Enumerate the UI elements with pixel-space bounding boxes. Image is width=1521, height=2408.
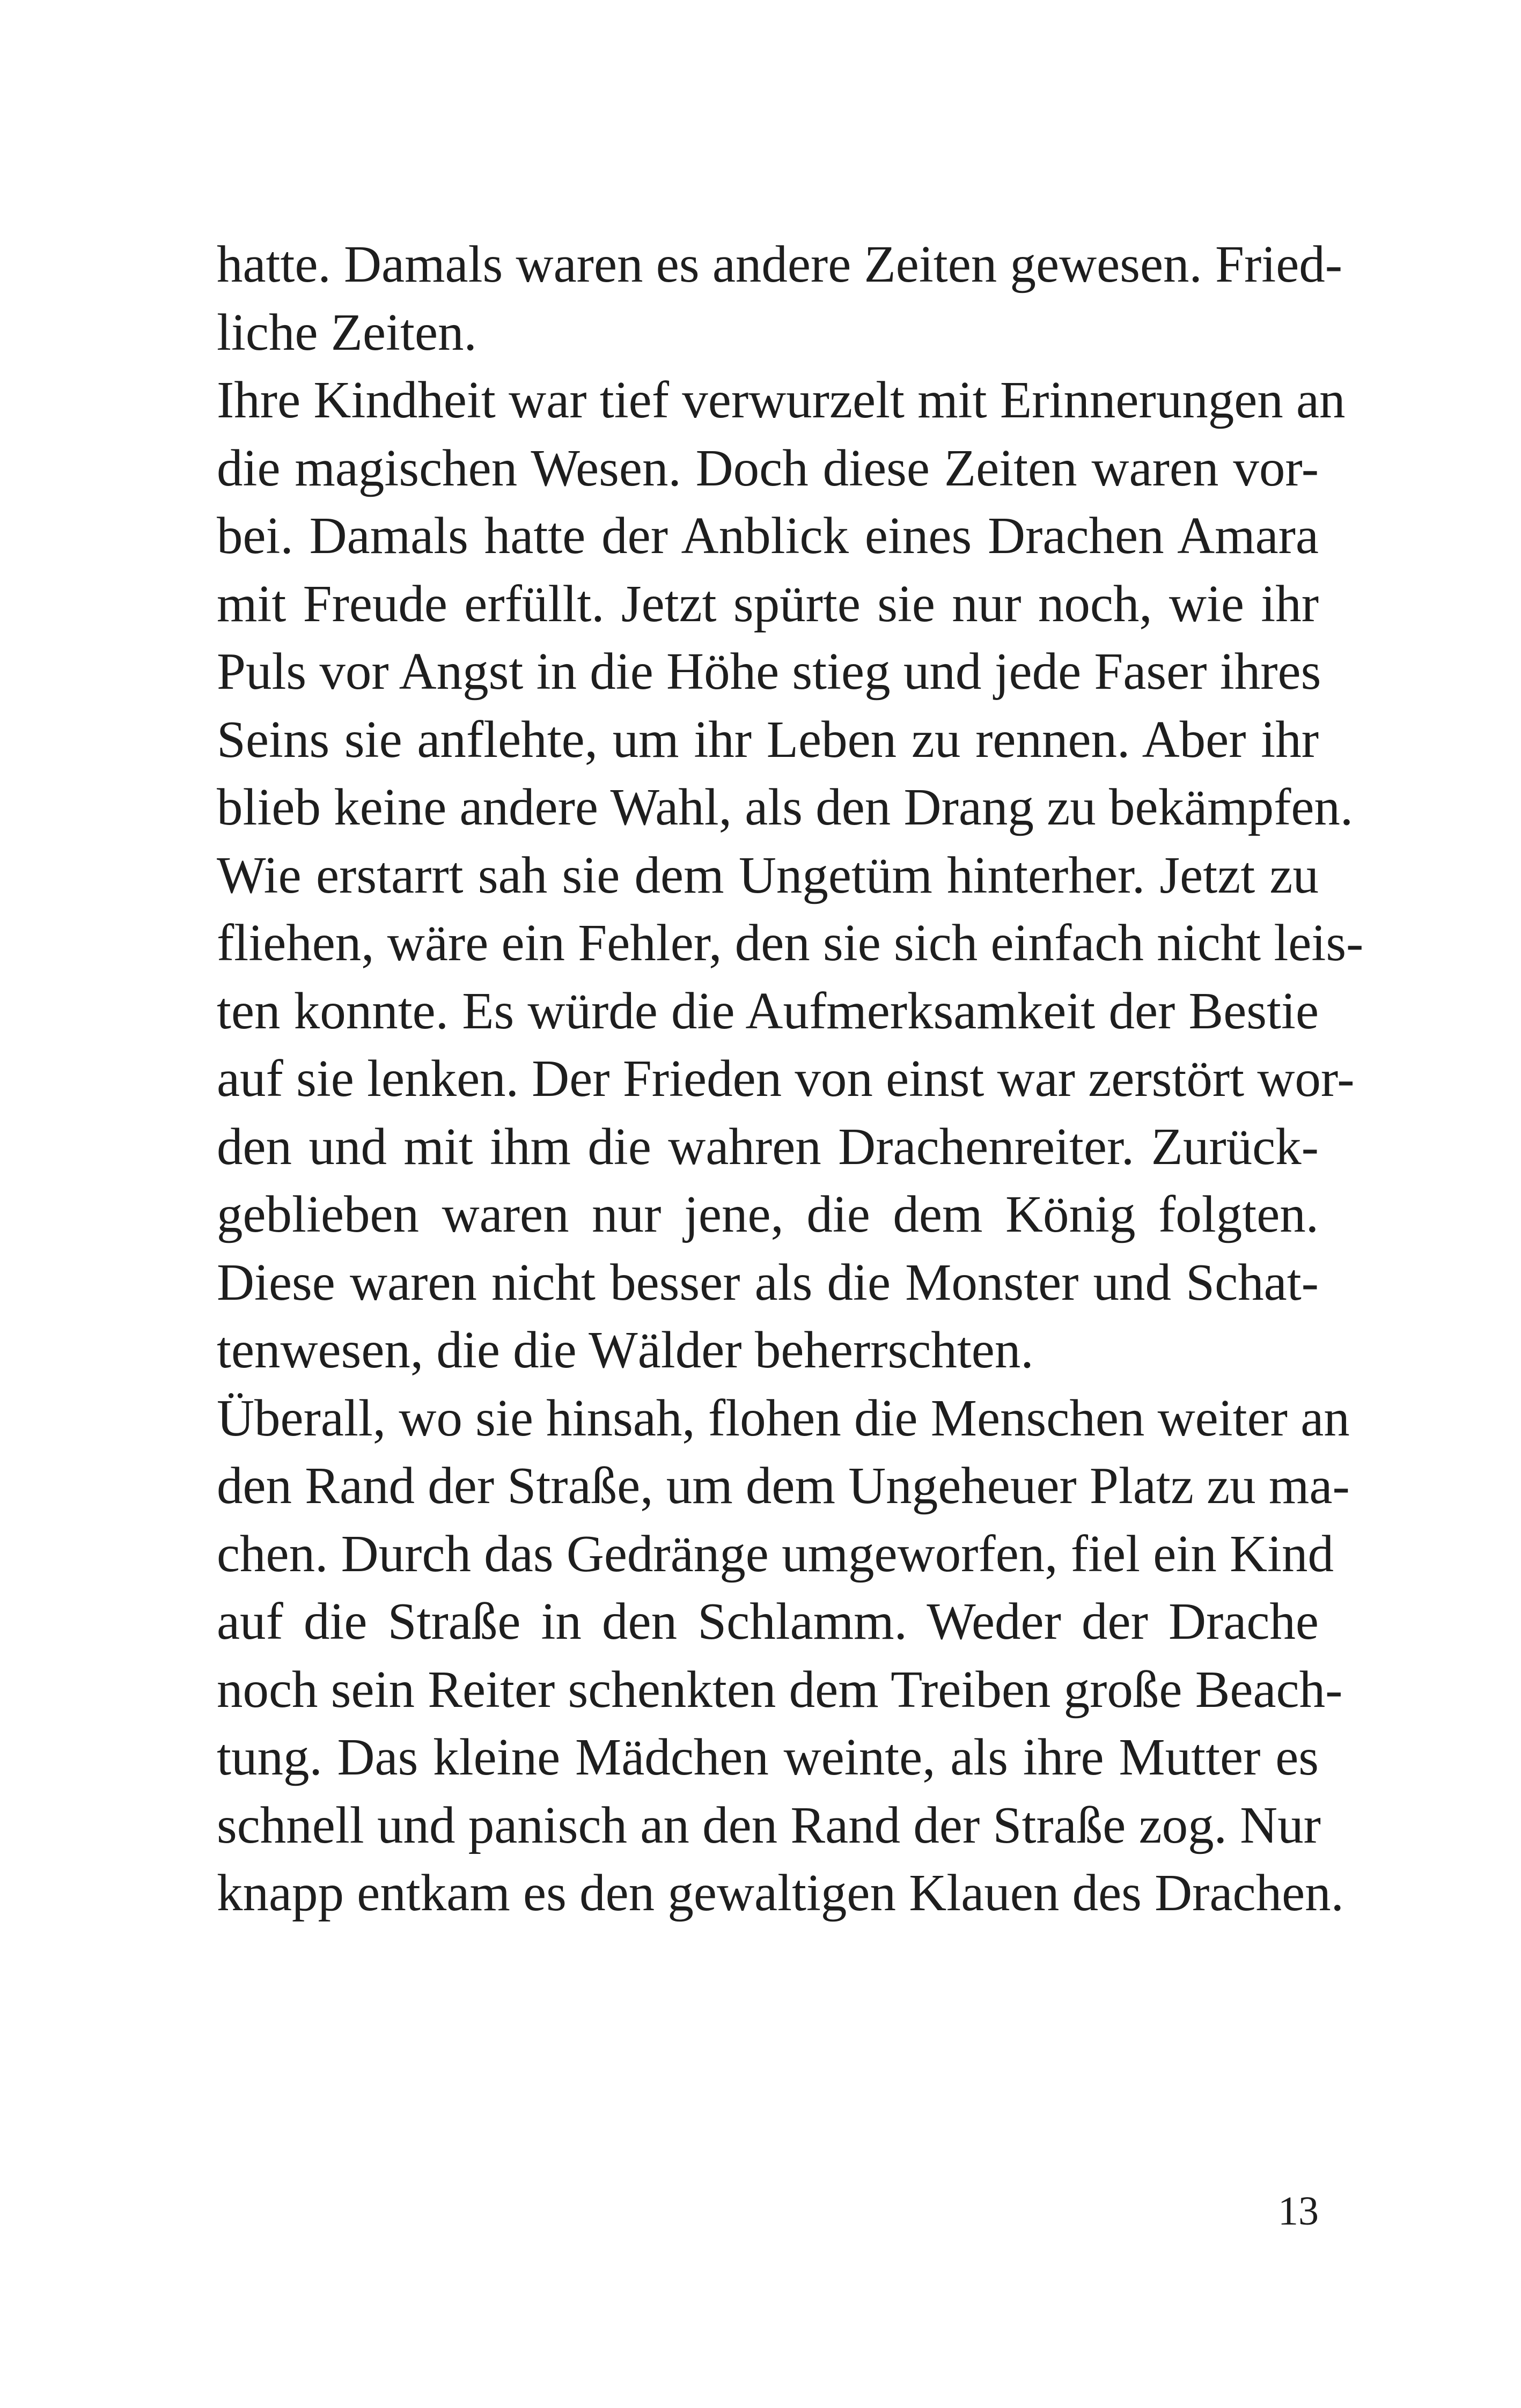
text-line: auf die Straße in den Schlamm. Weder der Drache: [217, 1593, 1319, 1650]
text-line: geblieben waren nur jene, die dem König folgten.: [217, 1185, 1319, 1243]
text-line: liche Zeiten.: [217, 303, 477, 361]
text-line: Wie erstarrt sah sie dem Ungetüm hinterher. Jetzt zu: [217, 846, 1319, 904]
text-line: blieb keine andere Wahl, als den Drang zu bekämpfen.: [217, 778, 1354, 836]
text-line: tung. Das kleine Mädchen weinte, als ihre Mutter es: [217, 1728, 1319, 1786]
text-line: den und mit ihm die wahren Drachenreiter. Zurück-: [217, 1117, 1319, 1175]
text-line: auf sie lenken. Der Frieden von einst war zerstört wor-: [217, 1050, 1355, 1107]
text-line: noch sein Reiter schenkten dem Treiben große Beach-: [217, 1660, 1343, 1718]
text-line: chen. Durch das Gedränge umgeworfen, fiel ein Kind: [217, 1525, 1334, 1582]
page-number: 13: [1278, 2189, 1319, 2234]
text-line: Überall, wo sie hinsah, flohen die Menschen weiter an: [217, 1389, 1350, 1447]
text-line: mit Freude erfüllt. Jetzt spürte sie nur noch, wie ihr: [217, 575, 1319, 632]
text-line: ten konnte. Es würde die Aufmerksamkeit der Bestie: [217, 982, 1319, 1040]
text-line: fliehen, wäre ein Fehler, den sie sich einfach nicht leis-: [217, 914, 1364, 971]
text-line: die magischen Wesen. Doch diese Zeiten waren vor-: [217, 439, 1319, 497]
text-line: Ihre Kindheit war tief verwurzelt mit Erinnerungen an: [217, 371, 1346, 429]
text-line: Seins sie anflehte, um ihr Leben zu rennen. Aber ihr: [217, 710, 1319, 768]
text-line: Puls vor Angst in die Höhe stieg und jede Faser ihres: [217, 643, 1321, 700]
text-line: den Rand der Straße, um dem Ungeheuer Platz zu ma-: [217, 1457, 1350, 1514]
text-line: schnell und panisch an den Rand der Straße zog. Nur: [217, 1796, 1321, 1854]
text-line: bei. Damals hatte der Anblick eines Drachen Amara: [217, 507, 1319, 564]
text-line: tenwesen, die die Wälder beherrschten.: [217, 1321, 1034, 1379]
text-line: knapp entkam es den gewaltigen Klauen des Drachen.: [217, 1864, 1344, 1921]
text-line: hatte. Damals waren es andere Zeiten gewesen. Fried-: [217, 235, 1343, 293]
text-line: Diese waren nicht besser als die Monster und Schat-: [217, 1253, 1319, 1311]
body-text: [217, 231, 1364, 1927]
